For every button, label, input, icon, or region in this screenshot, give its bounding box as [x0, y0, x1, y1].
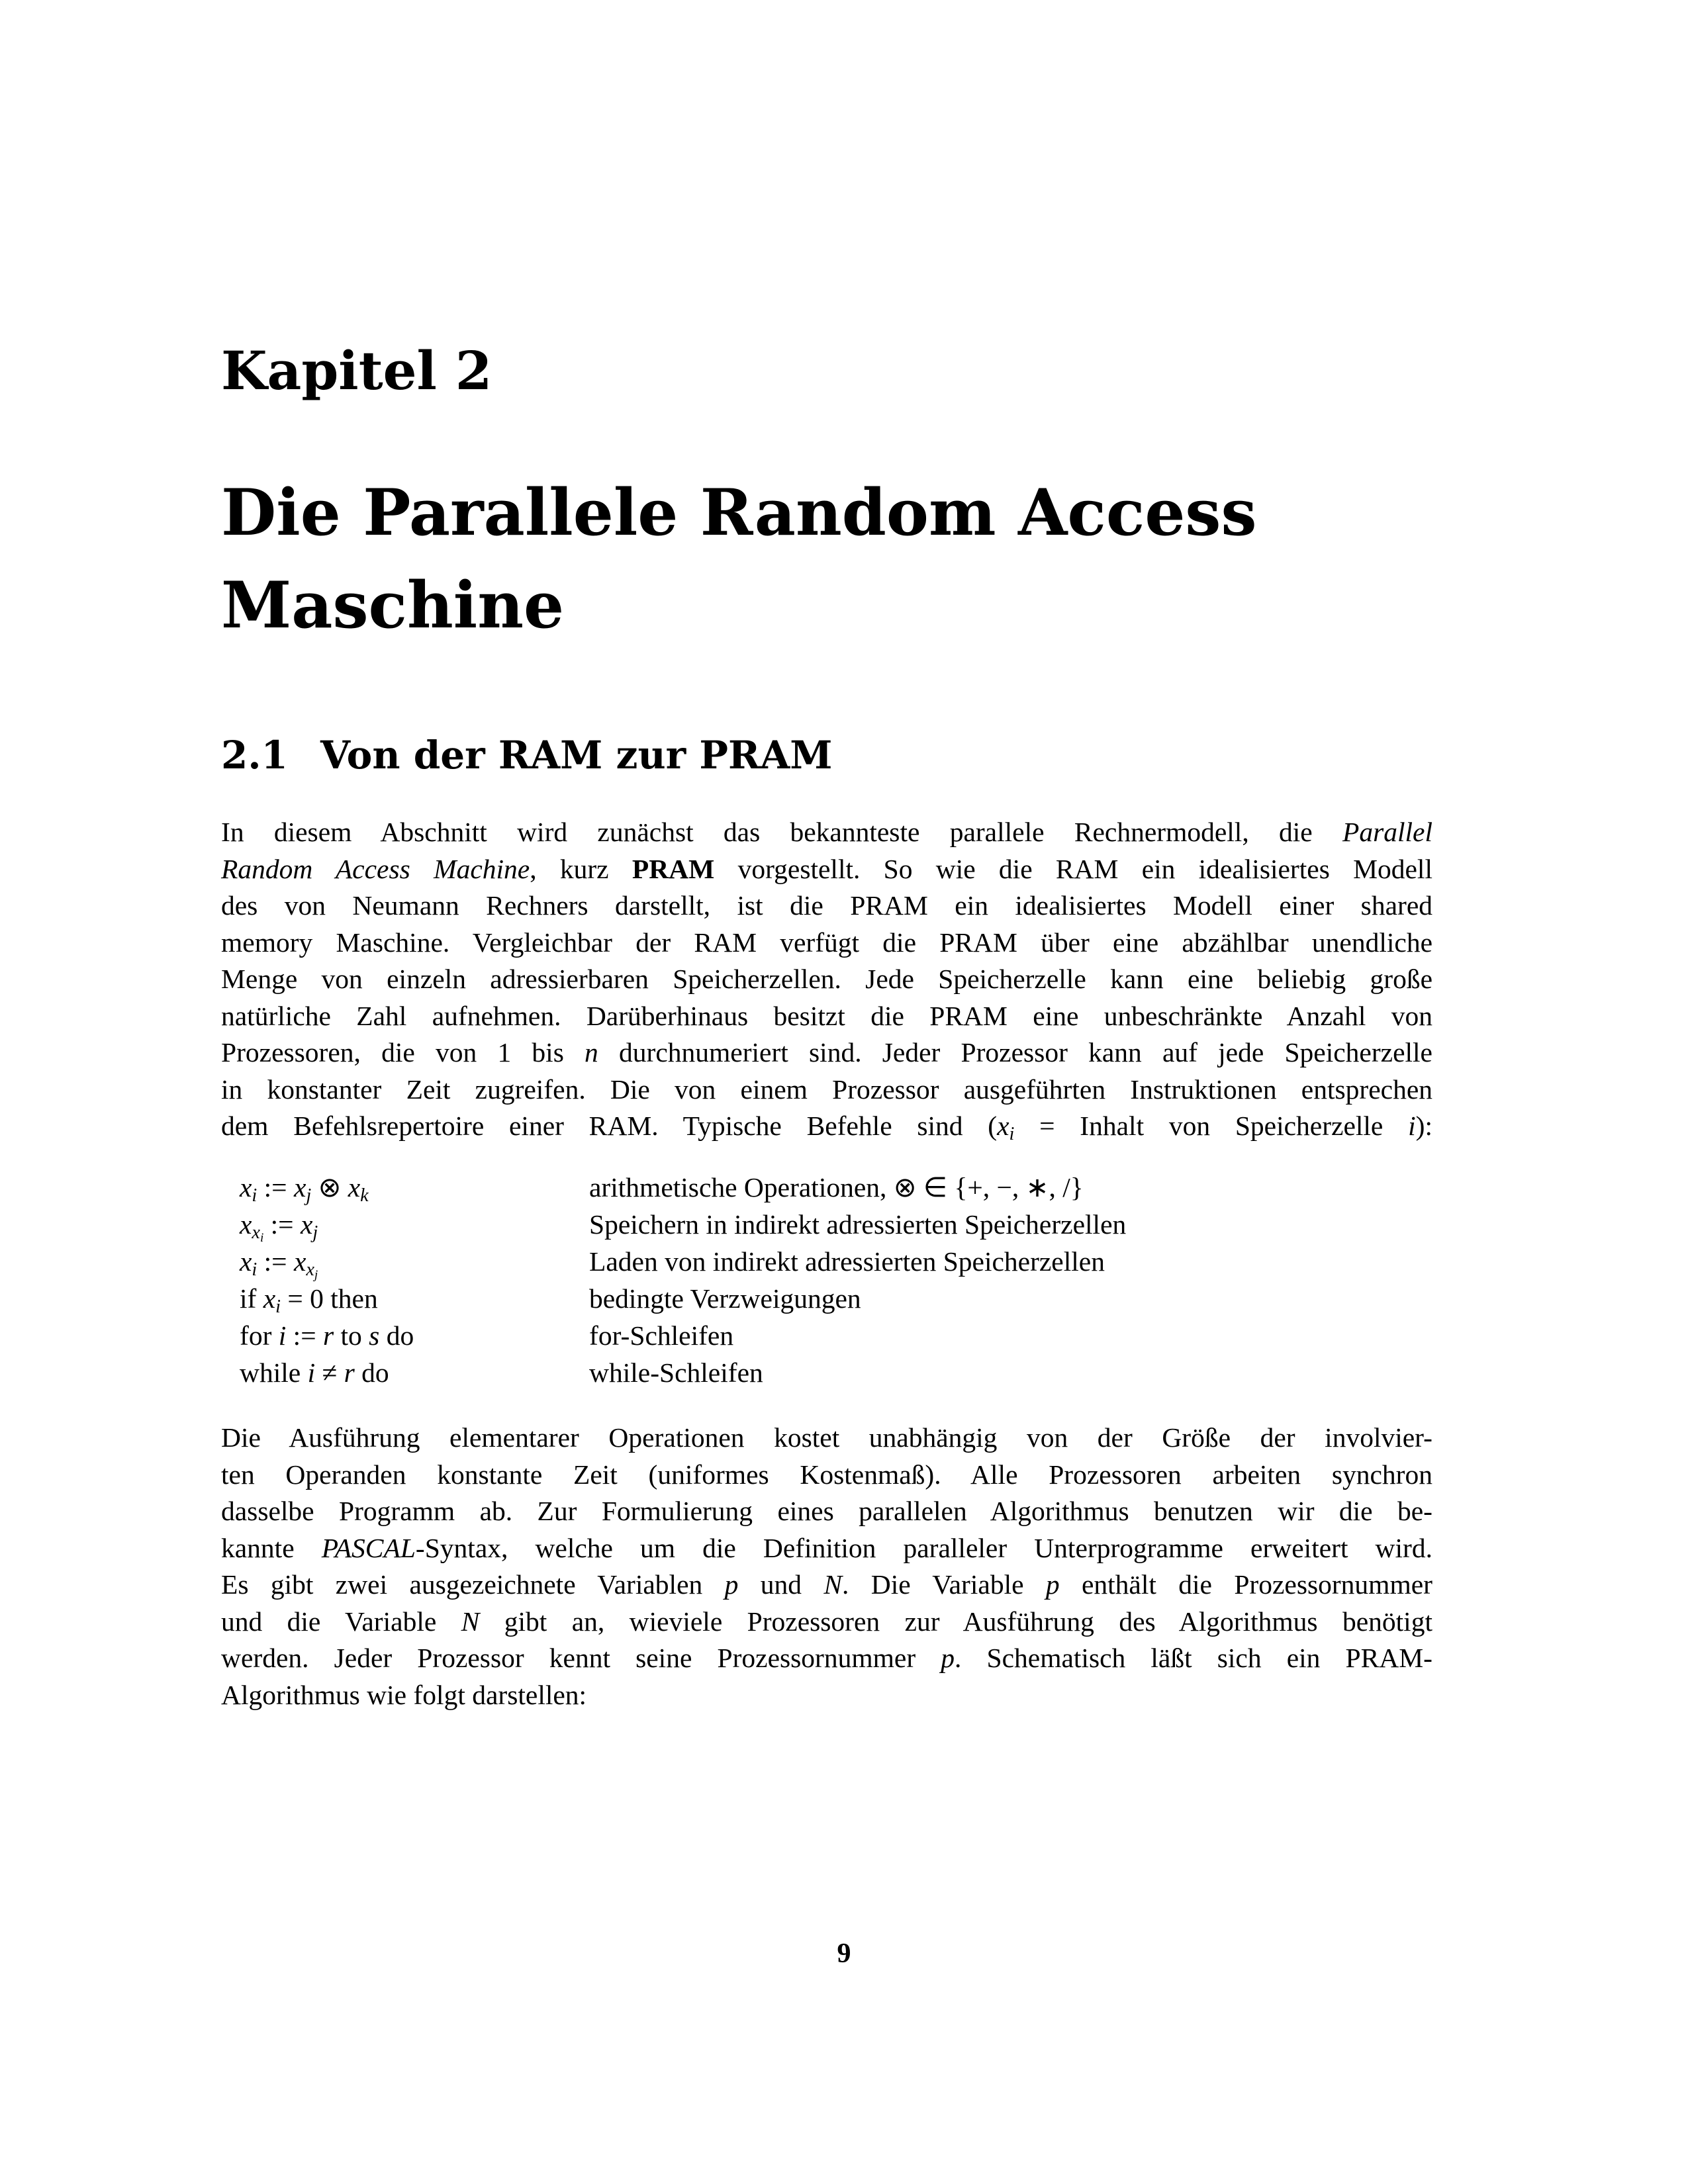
text-line: Es gibt zwei ausgezeichnete Variablen p und N. Die Variable p enthält die Prozessornummer [221, 1569, 1432, 1600]
text-line: werden. Jeder Prozessor kennt seine Prozessornummer p. Schematisch läßt sich ein PRAM- [221, 1643, 1432, 1673]
instruction-code: $x_i$ := $x_j$ ⊗ $x_k$ [240, 1172, 369, 1206]
text-line: memory Maschine. Vergleichbar der RAM verfügt die PRAM über eine abzählbar unendliche [221, 927, 1432, 958]
text-line: dasselbe Programm ab. Zur Formulierung eines parallelen Algorithmus benutzen wir die be- [221, 1496, 1432, 1526]
text-line: des von Neumann Rechners darstellt, ist die PRAM ein idealisiertes Modell einer shared [221, 890, 1432, 921]
text-line: natürliche Zahl aufnehmen. Darüberhinaus besitzt die PRAM eine unbeschränkte Anzahl von [221, 1000, 1432, 1031]
text-line: Random Access Machine, kurz PRAM vorgestellt. So wie die RAM ein idealisiertes Modell [221, 853, 1432, 884]
text-line: ten Operanden konstante Zeit (uniformes Kostenmaß). Alle Prozessoren arbeiten synchron [221, 1459, 1432, 1490]
text-line: Prozessoren, die von 1 bis n durchnumeriert sind. Jeder Prozessor kann auf jede Speicherzelle [221, 1037, 1432, 1068]
text-line: Die Ausführung elementarer Operationen kostet unabhängig von der Größe der involvier- [221, 1422, 1432, 1453]
instruction-description: Laden von indirekt adressierten Speicherzellen [589, 1246, 1105, 1277]
instruction-code: $x_i$ := $x_{x_j}$ [240, 1246, 318, 1282]
instruction-code: if $x_i = 0$ then [240, 1283, 378, 1318]
text-line: und die Variable N gibt an, wieviele Prozessoren zur Ausführung des Algorithmus benötigt [221, 1606, 1432, 1637]
section-heading [221, 733, 833, 778]
instruction-description: for-Schleifen [589, 1320, 734, 1351]
instruction-code: while i ≠ r do [240, 1357, 389, 1388]
section-number: 2.1 [221, 733, 288, 778]
instruction-description: arithmetische Operationen, ⊗ ∈ {+, −, ∗, /} [589, 1172, 1084, 1203]
instruction-code: $x_{x_i}$ := $x_j$ [240, 1209, 318, 1245]
intro-paragraph [221, 814, 1432, 1145]
page-number: 9 [837, 1938, 851, 1969]
text-line: kannte PASCAL-Syntax, welche um die Definition paralleler Unterprogramme erweitert wird. [221, 1532, 1432, 1563]
chapter-title-line: Die Parallele Random Access [221, 475, 1257, 550]
chapter-label: Kapitel 2 [221, 340, 492, 402]
chapter-title [221, 467, 1479, 652]
section-title: Von der RAM zur PRAM [320, 733, 833, 778]
text-line: Algorithmus wie folgt darstellen: [221, 1679, 587, 1710]
instruction-description: bedingte Verzweigungen [589, 1283, 861, 1314]
text-line: in konstanter Zeit zugreifen. Die von einem Prozessor ausgeführten Instruktionen entsprechen [221, 1073, 1432, 1105]
instruction-code: for i := r to s do [240, 1320, 414, 1351]
chapter-title-line: Maschine [221, 568, 565, 643]
text-line: Menge von einzeln adressierbaren Speicherzellen. Jede Speicherzelle kann eine beliebig große [221, 964, 1432, 994]
text-line: dem Befehlsrepertoire einer RAM. Typische Befehle sind ($x_i$ = Inhalt von Speicherzelle i): [221, 1111, 1432, 1145]
text-line: In diesem Abschnitt wird zunächst das bekannteste parallele Rechnermodell, die Parallel [221, 817, 1432, 847]
execution-paragraph [221, 1420, 1432, 1713]
instruction-description: Speichern in indirekt adressierten Speicherzellen [589, 1209, 1127, 1240]
instruction-description: while-Schleifen [589, 1357, 763, 1388]
